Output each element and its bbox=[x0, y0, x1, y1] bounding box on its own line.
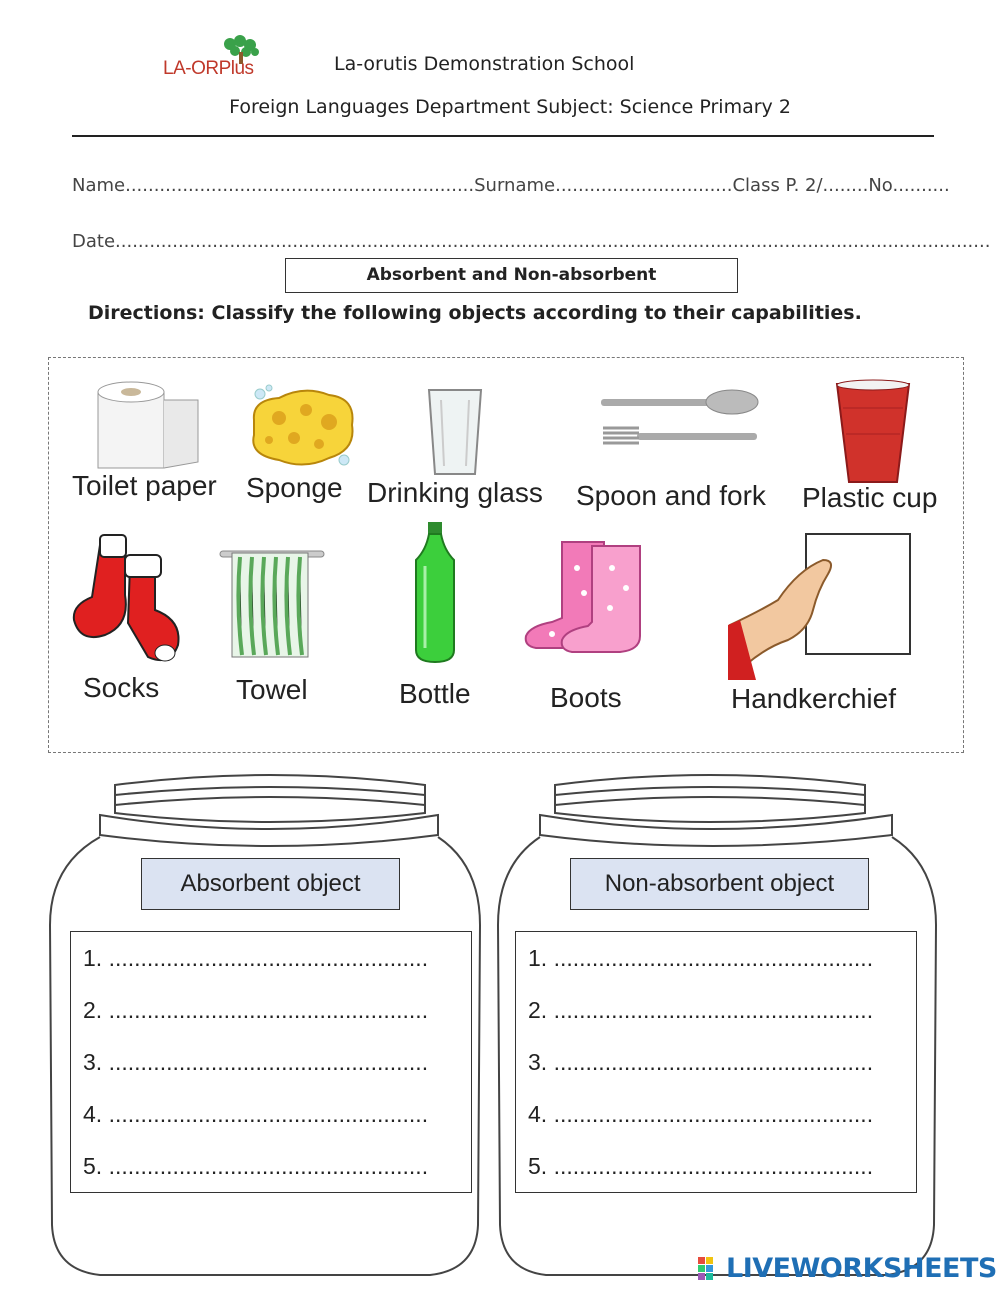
non-absorbent-answer-1[interactable]: 1. .................................................. bbox=[528, 945, 874, 971]
drinking-glass-icon bbox=[425, 386, 485, 478]
handkerchief-icon bbox=[728, 530, 913, 680]
object-label-sponge: Sponge bbox=[246, 472, 343, 503]
toilet-paper-icon bbox=[92, 380, 204, 476]
boots-icon bbox=[522, 538, 647, 658]
non-absorbent-answer-4[interactable]: 4. .................................................. bbox=[528, 1101, 874, 1127]
object-label-socks: Socks bbox=[83, 672, 160, 703]
non-absorbent-jar-title: Non-absorbent object bbox=[570, 858, 869, 910]
object-label-boots: Boots bbox=[550, 682, 622, 713]
object-label-toilet-paper: Toilet paper bbox=[72, 470, 217, 501]
liveworksheets-brand: LIVEWORKSHEETS bbox=[726, 1253, 997, 1284]
non-absorbent-answer-2[interactable]: 2. .................................................. bbox=[528, 997, 874, 1023]
non-absorbent-answer-box[interactable] bbox=[515, 931, 917, 1193]
date-field[interactable]: Date......................................................................................................................................................... bbox=[72, 231, 991, 252]
object-label-spoon-fork: Spoon and fork bbox=[576, 480, 766, 511]
absorbent-jar-title: Absorbent object bbox=[141, 858, 400, 910]
name-surname-class-field[interactable]: Name.............................................................Surname...............................Class P. 2/........No.......... bbox=[72, 175, 950, 196]
logo-text: LA-ORPlus bbox=[163, 58, 254, 79]
object-label-bottle: Bottle bbox=[399, 678, 471, 709]
non-absorbent-answer-3[interactable]: 3. .................................................. bbox=[528, 1049, 874, 1075]
plastic-cup-icon bbox=[833, 378, 913, 486]
absorbent-answer-3[interactable]: 3. .................................................. bbox=[83, 1049, 429, 1075]
absorbent-answer-4[interactable]: 4. .................................................. bbox=[83, 1101, 429, 1127]
object-label-drinking-glass: Drinking glass bbox=[367, 477, 543, 508]
object-label-plastic-cup: Plastic cup bbox=[802, 482, 938, 513]
non-absorbent-answer-5[interactable]: 5. .................................................. bbox=[528, 1153, 874, 1179]
absorbent-answer-1[interactable]: 1. .................................................. bbox=[83, 945, 429, 971]
absorbent-answer-5[interactable]: 5. .................................................. bbox=[83, 1153, 429, 1179]
worksheet-title: Absorbent and Non-absorbent bbox=[285, 258, 738, 293]
bottle-icon bbox=[410, 520, 460, 665]
socks-icon bbox=[70, 525, 185, 670]
sponge-icon bbox=[244, 380, 359, 472]
school-name: La-orutis Demonstration School bbox=[334, 53, 635, 75]
object-label-towel: Towel bbox=[236, 674, 308, 705]
header-divider bbox=[72, 135, 934, 137]
department-subject: Foreign Languages Department Subject: Science Primary 2 bbox=[229, 96, 791, 118]
absorbent-answer-2[interactable]: 2. .................................................. bbox=[83, 997, 429, 1023]
towel-icon bbox=[216, 545, 328, 663]
absorbent-answer-box[interactable] bbox=[70, 931, 472, 1193]
liveworksheets-logo-icon bbox=[698, 1257, 722, 1281]
object-label-handkerchief: Handkerchief bbox=[731, 683, 896, 714]
directions: Directions: Classify the following objects according to their capabilities. bbox=[88, 302, 862, 324]
spoon-fork-icon bbox=[597, 386, 762, 450]
